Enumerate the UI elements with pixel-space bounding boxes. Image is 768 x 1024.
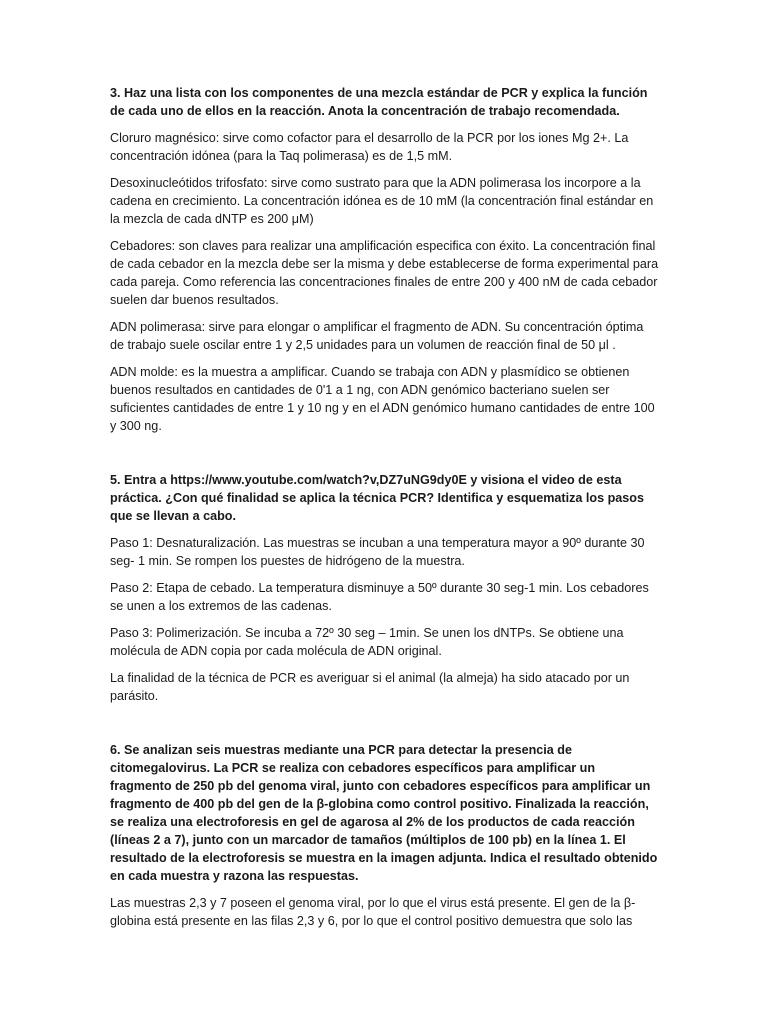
answer-paragraph-results: Las muestras 2,3 y 7 poseen el genoma viral, por lo que el virus está presente. El gen de la β-globina está presente en las filas 2,3 y 6, por lo que el control positivo demuestra que solo las bbox=[110, 896, 636, 928]
section-gap bbox=[110, 714, 660, 741]
answer-paragraph-dntps: Desoxinucleótidos trifosfato: sirve como sustrato para que la ADN polimerasa los incorpore a la cadena en crecimiento. La concentración idónea es de 10 mM (la concentración final estándar en la mezcla de cada dNTP es 200 μM) bbox=[110, 176, 654, 226]
question-3-heading: 3. Haz una lista con los componentes de una mezcla estándar de PCR y explica la función de cada uno de ellos en la reacción. Anota la concentración de trabajo recomendada. bbox=[110, 86, 648, 118]
answer-paragraph-polymerase: ADN polimerasa: sirve para elongar o amplificar el fragmento de ADN. Su concentración óptima de trabajo suele oscilar entre 1 y 2,5 unidades para un volumen de reacción final de 50 μl . bbox=[110, 320, 644, 352]
question-6-heading: 6. Se analizan seis muestras mediante una PCR para detectar la presencia de citomegalovirus. La PCR se realiza con cebadores específicos para amplificar un fragmento de 250 pb del genoma viral, junto con cebadores específicos para amplificar un fragmento de 400 pb del gen de la β-globina como control positivo. Finalizada la reacción, se realiza una electroforesis en gel de agarosa al 2% de los productos de cada reacción (líneas 2 a 7), junto con un marcador de tamaños (múltiplos de 100 pb) en la línea 1. El resultado de la electroforesis se muestra en la imagen adjunta. Indica el resultado obtenido en cada muestra y razona las respuestas. bbox=[110, 743, 658, 883]
document-page bbox=[110, 84, 660, 939]
question-5-heading: 5. Entra a https://www.youtube.com/watch?v,DZ7uNG9dy0E y visiona el video de esta práctica. ¿Con qué finalidad se aplica la técnica PCR? Identifica y esquematiza los pasos que se llevan a cabo. bbox=[110, 473, 644, 523]
section-gap bbox=[110, 444, 660, 471]
answer-paragraph-primers: Cebadores: son claves para realizar una amplificación especifica con éxito. La concentración final de cada cebador en la mezcla debe ser la misma y debe establecerse de forma experimental para cada pareja. Como referencia las concentraciones finales de entre 200 y 400 nM de cada cebador suelen dar buenos resultados. bbox=[110, 239, 659, 307]
answer-paragraph-magnesium: Cloruro magnésico: sirve como cofactor para el desarrollo de la PCR por los iones Mg 2+. La concentración idónea (para la Taq polimerasa) es de 1,5 mM. bbox=[110, 131, 629, 163]
answer-paragraph-step-1: Paso 1: Desnaturalización. Las muestras se incuban a una temperatura mayor a 90º durante 30 seg- 1 min. Se rompen los puestes de hidrógeno de la muestra. bbox=[110, 536, 645, 568]
answer-paragraph-step-2: Paso 2: Etapa de cebado. La temperatura disminuye a 50º durante 30 seg-1 min. Los cebadores se unen a los extremos de las cadenas. bbox=[110, 581, 649, 613]
answer-paragraph-template: ADN molde: es la muestra a amplificar. Cuando se trabaja con ADN y plasmídico se obtienen buenos resultados en cantidades de 0'1 a 1 ng, con ADN genómico bacteriano suelen ser suficientes cantidades de entre 1 y 10 ng y en el ADN genómico humano cantidades de entre 100 y 300 ng. bbox=[110, 365, 655, 433]
answer-paragraph-step-3: Paso 3: Polimerización. Se incuba a 72º 30 seg – 1min. Se unen los dNTPs. Se obtiene una molécula de ADN copia por cada molécula de ADN original. bbox=[110, 626, 624, 658]
answer-paragraph-purpose: La finalidad de la técnica de PCR es averiguar si el animal (la almeja) ha sido atacado por un parásito. bbox=[110, 671, 630, 703]
